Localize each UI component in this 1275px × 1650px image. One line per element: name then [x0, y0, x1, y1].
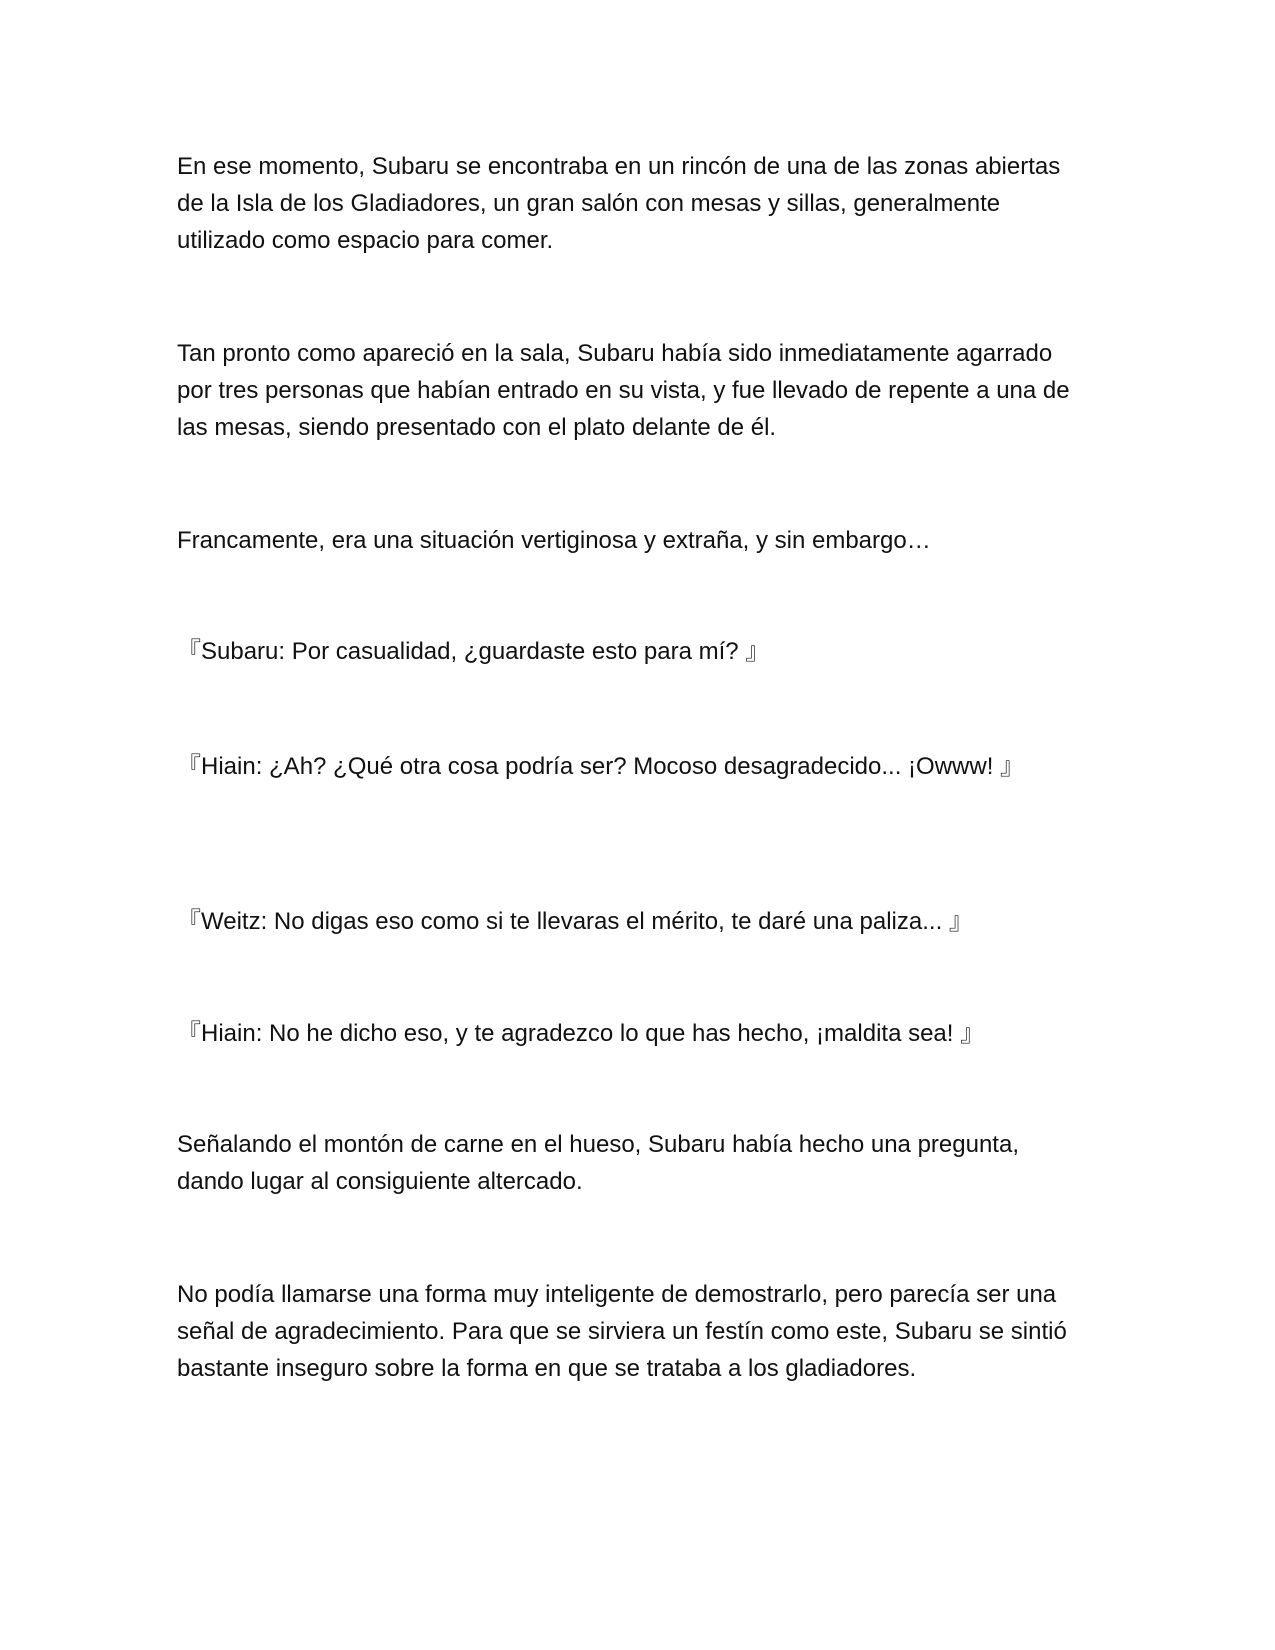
paragraph-narration-4: Señalando el montón de carne en el hueso, Subaru había hecho una pregunta, dando lugar al consiguiente altercado. — [177, 1131, 1019, 1195]
paragraph-narration-1: En ese momento, Subaru se encontraba en un rincón de una de las zonas abiertas de la Isla de los Gladiadores, un gran salón con mesas y sillas, generalmente utilizado como espacio para comer. — [177, 153, 1061, 254]
paragraph-narration-3: Francamente, era una situación vertiginosa y extraña, y sin embargo… — [177, 527, 931, 554]
dialogue-line-hiain-2: 『Hiain: No he dicho eso, y te agradezco lo que has hecho, ¡maldita sea! 』 — [177, 1020, 985, 1047]
paragraph-narration-5: No podía llamarse una forma muy inteligente de demostrarlo, pero parecía ser una señal de agradecimiento. Para que se sirviera un festín como este, Subaru se sintió bastante inseguro sobre la forma en que se trataba a los gladiadores. — [177, 1281, 1067, 1382]
dialogue-line-hiain-1: 『Hiain: ¿Ah? ¿Qué otra cosa podría ser? Mocoso desagradecido... ¡Owww! 』 — [177, 753, 1025, 780]
dialogue-line-weitz: 『Weitz: No digas eso como si te llevaras el mérito, te daré una paliza... 』 — [177, 908, 973, 935]
paragraph-narration-2: Tan pronto como apareció en la sala, Subaru había sido inmediatamente agarrado por tres personas que habían entrado en su vista, y fue llevado de repente a una de las mesas, siendo presentado con el plato delante de él. — [177, 340, 1070, 441]
dialogue-line-subaru: 『Subaru: Por casualidad, ¿guardaste esto para mí? 』 — [177, 638, 770, 665]
